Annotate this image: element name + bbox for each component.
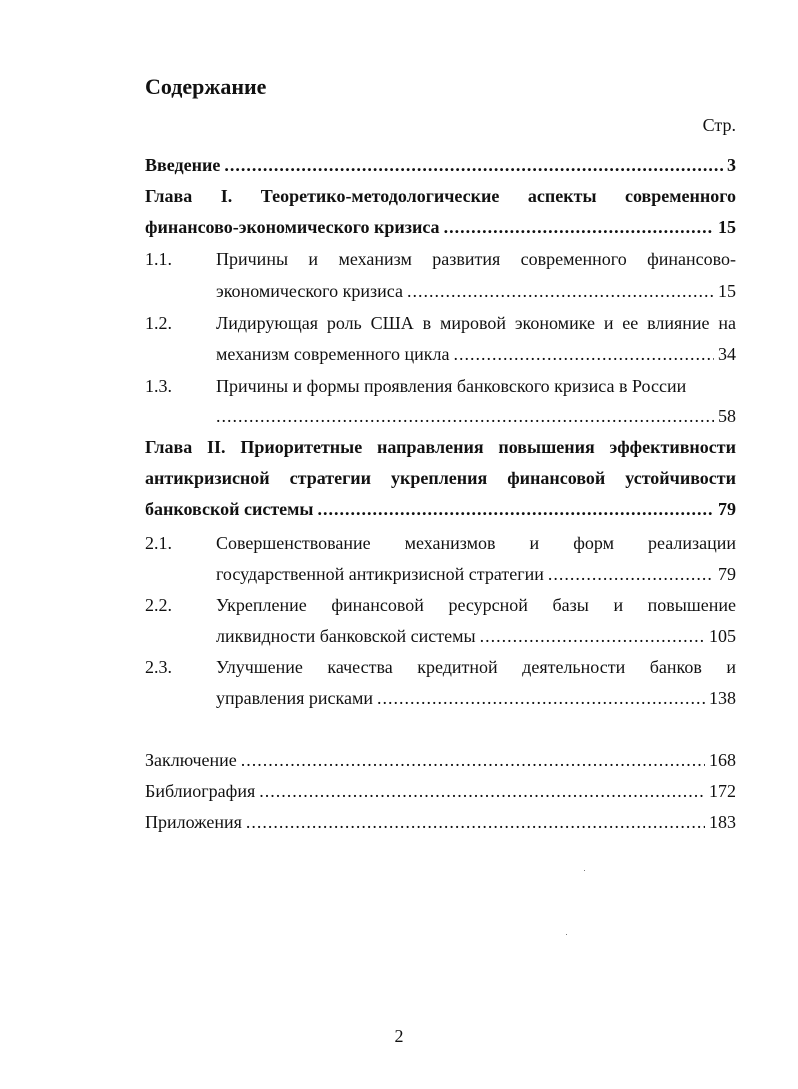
toc-entry-label: механизм современного цикла [216,344,450,364]
toc-entry-appendices[interactable] [145,809,736,835]
section-1-2-line2[interactable] [216,341,736,367]
toc-entry-label: ликвидности банковской системы [216,626,476,646]
page-number: 2 [394,1026,404,1046]
toc-entry-label: управления рисками [216,688,374,708]
section-1-2-line1[interactable]: Лидирующая роль США в мировой экономике и ее влияние на [216,313,736,333]
section-1-3-line1[interactable]: Причины и формы проявления банковского кризиса в России [216,376,687,396]
leader-dots [241,747,705,773]
toc-entry-conclusion[interactable] [145,747,736,773]
toc-entry-page: 3 [727,155,736,175]
toc-entry-page: 79 [718,564,736,584]
toc-entry-page: 172 [709,781,736,801]
toc-entry-page: 105 [709,626,736,646]
leader-dots [259,778,705,804]
toc-entry-label: экономического кризиса [216,281,403,301]
toc-entry-page: 15 [718,217,736,237]
section-2-2-line2[interactable] [216,623,736,649]
toc-entry-label: Заключение [145,750,237,770]
chapter1-heading-line1[interactable]: Глава I. Теоретико-методологические аспекты современного [145,186,736,206]
page-column-header: Стр. [702,115,736,135]
section-2-1-line1[interactable]: Совершенствование механизмов и форм реализации [216,533,736,553]
leader-dots [246,809,705,835]
section-1-1-line1[interactable]: Причины и механизм развития современного финансово- [216,249,736,269]
toc-entry-intro[interactable] [145,152,736,178]
chapter2-heading-line1[interactable]: Глава II. Приоритетные направления повышения эффективности [145,437,736,457]
toc-entry-bibliography[interactable] [145,778,736,804]
toc-entry-label: Введение [145,155,221,175]
section-2-3-line1[interactable]: Улучшение качества кредитной деятельности банков и [216,657,736,677]
toc-entry-label: Библиография [145,781,256,801]
leader-dots [480,623,705,649]
section-number: 2.2. [145,595,172,615]
leader-dots [453,341,714,367]
chapter2-heading-line3[interactable] [145,496,736,522]
scan-speck [566,934,567,935]
toc-entry-label: финансово-экономического кризиса [145,217,440,237]
section-number: 1.1. [145,249,172,269]
toc-entry-page: 34 [718,344,736,364]
leader-dots [318,496,715,522]
leader-dots [548,561,714,587]
section-1-3-line2[interactable] [216,403,736,429]
toc-entry-page: 15 [718,281,736,301]
leader-dots [444,214,714,240]
toc-entry-label: банковской системы [145,499,314,519]
toc-entry-page: 168 [709,750,736,770]
section-2-2-line1[interactable]: Укрепление финансовой ресурсной базы и повышение [216,595,736,615]
leader-dots [224,152,723,178]
page-title: Содержание [145,74,267,99]
toc-entry-page: 58 [718,406,736,426]
toc-entry-label: Приложения [145,812,242,832]
section-number: 1.2. [145,313,172,333]
section-1-1-line2[interactable] [216,278,736,304]
toc-entry-page: 138 [709,688,736,708]
section-number: 1.3. [145,376,172,396]
leader-dots [216,403,714,429]
section-number: 2.3. [145,657,172,677]
section-2-1-line2[interactable] [216,561,736,587]
toc-entry-label: государственной антикризисной стратегии [216,564,544,584]
section-number: 2.1. [145,533,172,553]
scan-speck [584,870,585,871]
toc-entry-page: 183 [709,812,736,832]
toc-entry-page: 79 [718,499,736,519]
chapter2-heading-line2[interactable]: антикризисной стратегии укрепления финансовой устойчивости [145,468,736,488]
leader-dots [407,278,714,304]
chapter1-heading-line2[interactable] [145,214,736,240]
section-2-3-line2[interactable] [216,685,736,711]
leader-dots [377,685,705,711]
